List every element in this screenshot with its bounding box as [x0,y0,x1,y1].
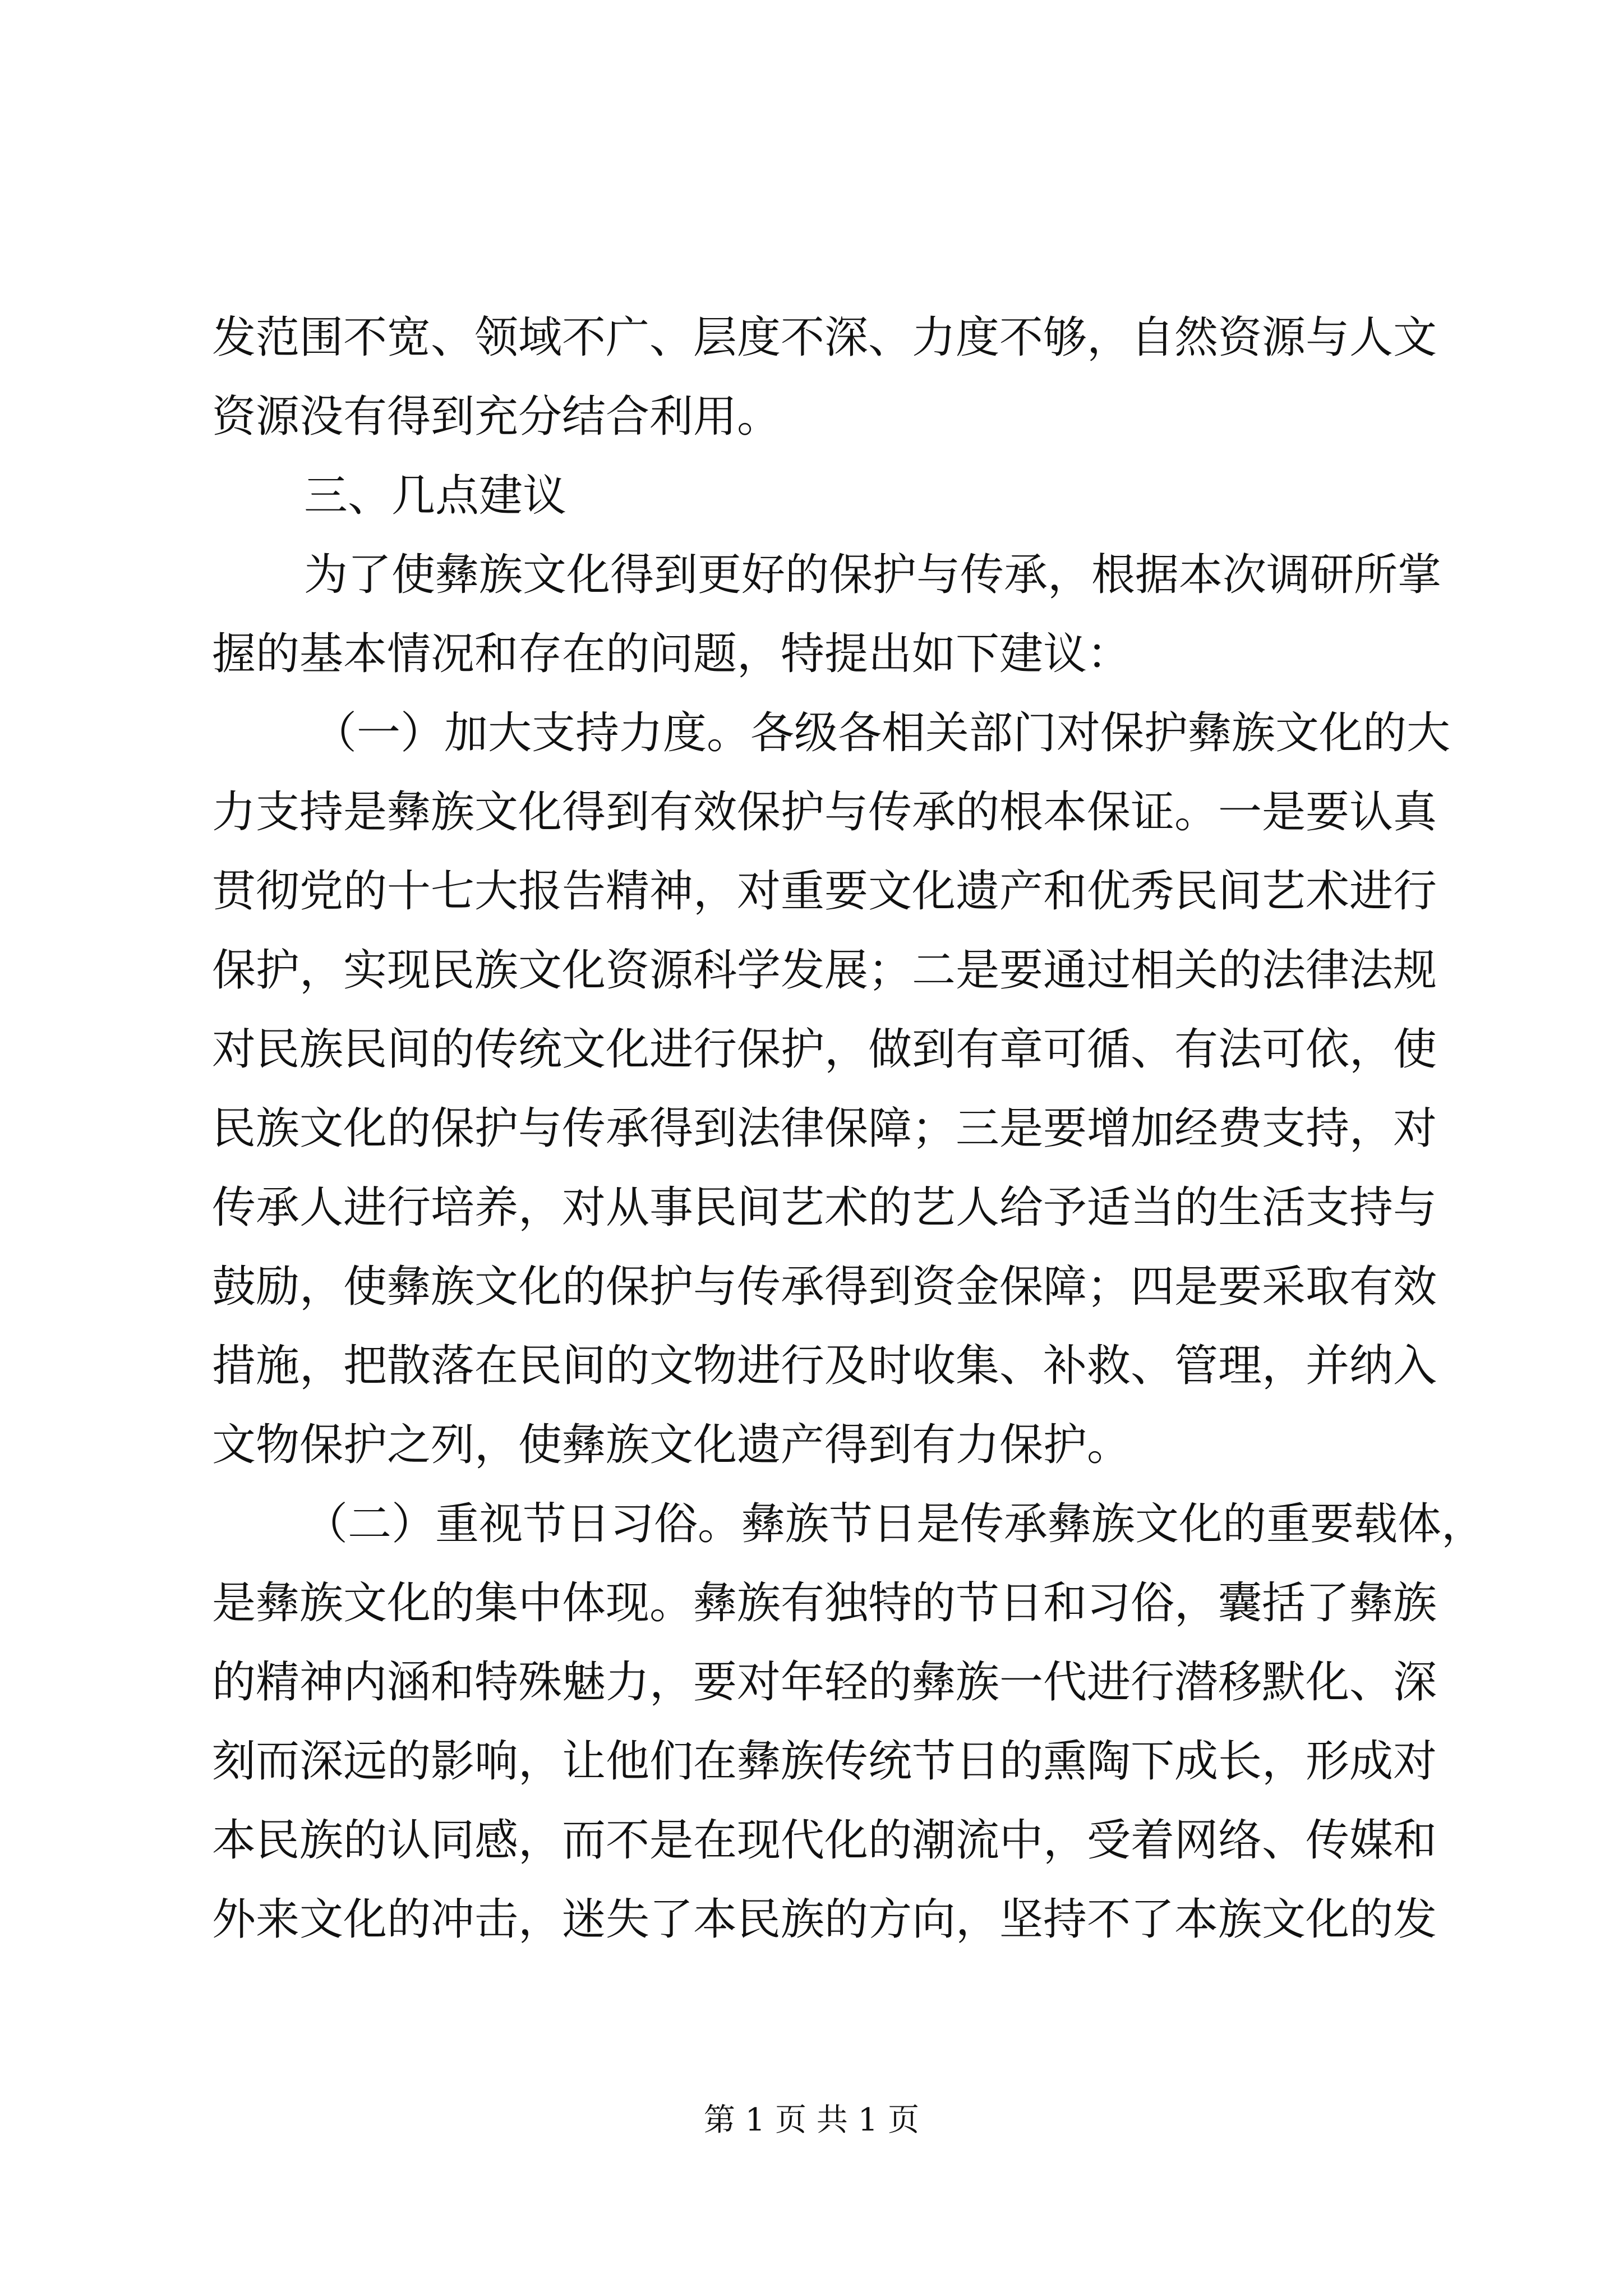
text-line: 力支持是彝族文化得到有效保护与传承的根本保证。一是要认真 [212,787,1437,838]
text-line: 握的基本情况和存在的问题，特提出如下建议： [212,629,1131,679]
text-line: 发范围不宽、领域不广、层度不深、力度不够，自然资源与人文 [212,312,1437,363]
text-line: （二）重视节日习俗。彝族节日是传承彝族文化的重要载体， [304,1499,1486,1549]
text-line: 措施，把散落在民间的文物进行及时收集、补救、管理，并纳入 [212,1341,1437,1391]
text-line: 保护，实现民族文化资源科学发展；二是要通过相关的法律法规 [212,945,1437,996]
text-line: 刻而深远的影响，让他们在彝族传统节日的熏陶下成长，形成对 [212,1736,1437,1787]
text-line: 资源没有得到充分结合利用。 [212,392,781,442]
text-line: 为了使彝族文化得到更好的保护与传承，根据本次调研所掌 [304,550,1442,600]
text-line: 对民族民间的传统文化进行保护，做到有章可循、有法可依，使 [212,1024,1437,1075]
text-line: 贯彻党的十七大报告精神，对重要文化遗产和优秀民间艺术进行 [212,866,1437,917]
text-line: 外来文化的冲击，迷失了本民族的方向，坚持不了本族文化的发 [212,1894,1437,1945]
text-line: 是彝族文化的集中体现。彝族有独特的节日和习俗，囊括了彝族 [212,1578,1437,1628]
text-line: （一）加大支持力度。各级各相关部门对保护彝族文化的大 [313,708,1451,758]
page-number: 第 1 页 共 1 页 [703,2102,920,2138]
document-body [212,298,1486,1959]
text-line: 民族文化的保护与传承得到法律保障；三是要增加经费支持，对 [212,1103,1437,1154]
section-heading: 三、几点建议 [304,471,567,521]
text-line: 的精神内涵和特殊魅力，要对年轻的彝族一代进行潜移默化、深 [212,1657,1437,1708]
text-line: 文物保护之列，使彝族文化遗产得到有力保护。 [212,1420,1131,1470]
text-line: 传承人进行培养，对从事民间艺术的艺人给予适当的生活支持与 [212,1182,1437,1233]
text-line: 鼓励，使彝族文化的保护与传承得到资金保障；四是要采取有效 [212,1262,1437,1312]
page-footer [0,2098,1623,2143]
text-line: 本民族的认同感，而不是在现代化的潮流中，受着网络、传媒和 [212,1815,1437,1866]
